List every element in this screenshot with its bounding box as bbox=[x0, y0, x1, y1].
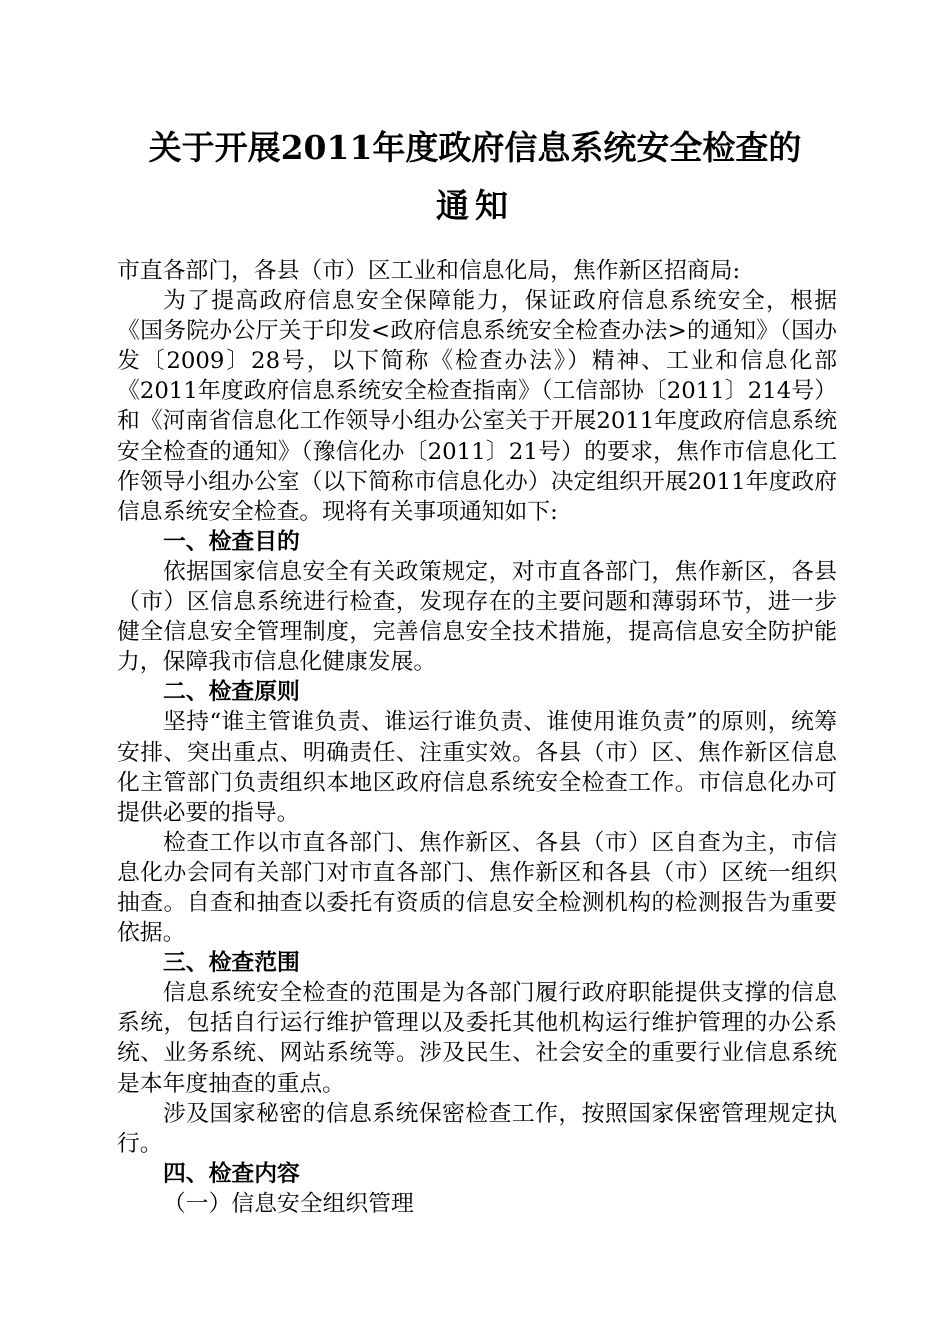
salutation: 市直各部门，各县（市）区工业和信息化局，焦作新区招商局: bbox=[117, 258, 741, 284]
section-heading-purpose: 一、检查目的 bbox=[163, 528, 300, 555]
subsection-heading: （一）信息安全组织管理 bbox=[163, 1190, 414, 1217]
section-heading-content: 四、检查内容 bbox=[163, 1160, 300, 1187]
document-title-line2: 通知 bbox=[436, 186, 514, 225]
section-paragraph: 依据国家信息安全有关政策规定，对市直各部门，焦作新区，各县（市）区信息系统进行检查，发现存在的主要问题和薄弱环节，进一步健全信息安全管理制度，完善信息安全技术措施，提高信息安全防护能力，保障我市信息化健康发展。 bbox=[117, 558, 837, 676]
intro-paragraph: 为了提高政府信息安全保障能力，保证政府信息系统安全，根据《国务院办公厅关于印发<政府信息系统安全检查办法>的通知》（国办发〔2009〕28号，以下简称《检查办法》）精神、工业和信息化部《2011年度政府信息系统安全检查指南》（工信部协〔2011〕214号）和《河南省信息化工作领导小组办公室关于开展2011年度政府信息系统安全检查的通知》（豫信化办〔2011〕21号）的要求，焦作市信息化工作领导小组办公室（以下简称市信息化办）决定组织开展2011年度政府信息系统安全检查。现将有关事项通知如下: bbox=[117, 288, 837, 525]
section-paragraph: 坚持“谁主管谁负责、谁运行谁负责、谁使用谁负责”的原则，统筹安排、突出重点、明确责任、注重实效。各县（市）区、焦作新区信息化主管部门负责组织本地区政府信息系统安全检查工作。市信息化办可提供必要的指导。 bbox=[117, 709, 837, 826]
section-heading-principles: 二、检查原则 bbox=[163, 679, 300, 706]
section-paragraph: 信息系统安全检查的范围是为各部门履行政府职能提供支撑的信息系统，包括自行运行维护管理以及委托其他机构运行维护管理的办公系统、业务系统、网站系统等。涉及民生、社会安全的重要行业信息系统是本年度抽查的重点。 bbox=[117, 980, 837, 1097]
section-paragraph: 检查工作以市直各部门、焦作新区、各县（市）区自查为主，市信息化办会同有关部门对市直各部门、焦作新区和各县（市）区统一组织抽查。自查和抽查以委托有资质的信息安全检测机构的检测报告为重要依据。 bbox=[117, 829, 837, 947]
document-body bbox=[117, 256, 837, 1219]
document-title-line1: 关于开展2011年度政府信息系统安全检查的 bbox=[148, 128, 802, 167]
section-heading-scope: 三、检查范围 bbox=[163, 950, 300, 977]
section-paragraph: 涉及国家秘密的信息系统保密检查工作，按照国家保密管理规定执行。 bbox=[117, 1100, 837, 1157]
